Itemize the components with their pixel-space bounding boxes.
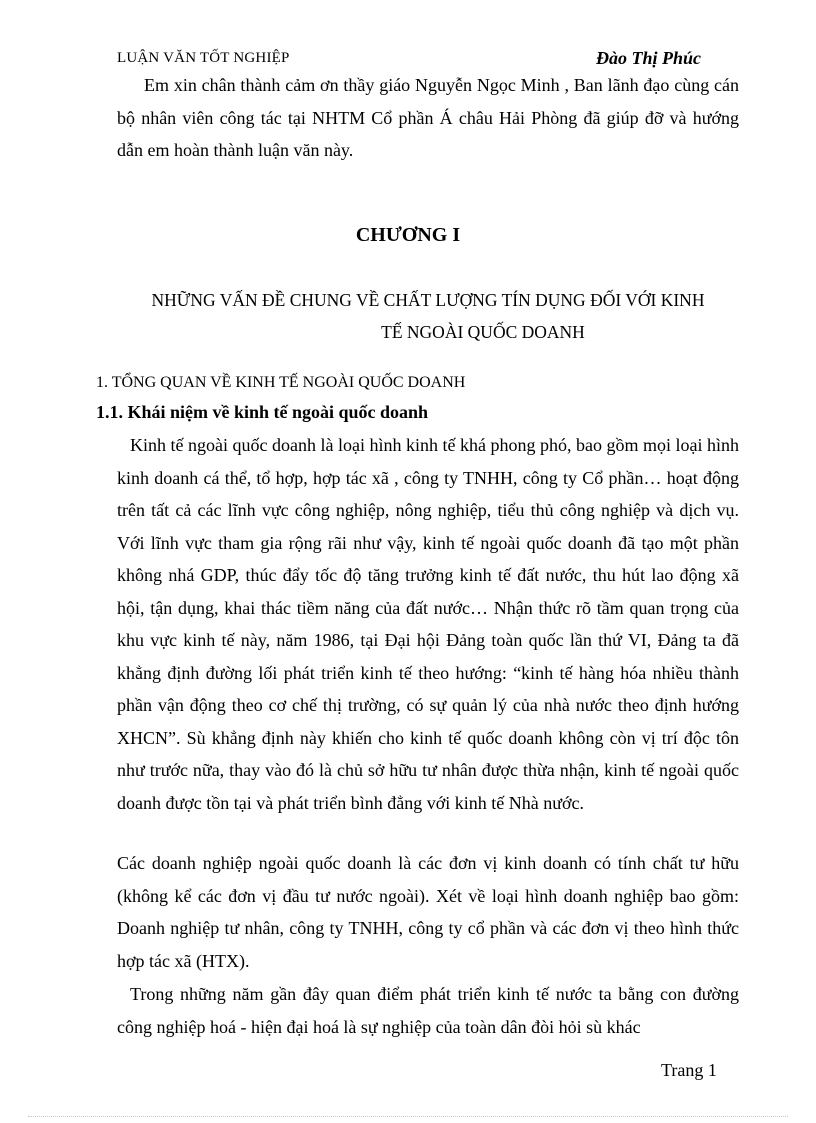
body-paragraph-3: Trong những năm gần đây quan điểm phát triển kinh tế nước ta bằng con đường công nghiệp hoá - hiện đại hoá là sự nghiệp của toàn dân đòi hỏi sù khác: [117, 984, 739, 1037]
running-header-title: LUẬN VĂN TỐT NGHIỆP: [117, 50, 290, 66]
page-number: Trang 1: [661, 1060, 717, 1080]
chapter-title: CHƯƠNG I: [355, 224, 461, 246]
acknowledgement-paragraph: Em xin chân thành cảm ơn thầy giáo Nguyễn Ngọc Minh , Ban lãnh đạo cùng cán bộ nhân viên công tác tại NHTM Cổ phần Á châu Hải Phòng đã giúp đỡ và hướng dẫn em hoàn thành luận văn này.: [117, 75, 739, 160]
chapter-subtitle-line-1: NHỮNG VẤN ĐỀ CHUNG VỀ CHẤT LƯỢNG TÍN DỤNG ĐỐI VỚI KINH: [151, 290, 705, 310]
body-paragraph-2: Các doanh nghiệp ngoài quốc doanh là các đơn vị kinh doanh có tính chất tư hữu (không kể các đơn vị đầu tư nước ngoài). Xét về loại hình doanh nghiệp bao gồm: Doanh nghiệp tư nhân, công ty TNHH, công ty cổ phần và các đơn vị theo hình thức hợp tác xã (HTX).: [117, 853, 739, 971]
section-heading-1-1: 1.1. Khái niệm về kinh tế ngoài quốc doanh: [96, 402, 429, 422]
page-bottom-divider: [28, 1116, 788, 1117]
section-heading-1: 1. TỔNG QUAN VỀ KINH TẾ NGOÀI QUỐC DOANH: [96, 374, 466, 391]
body-paragraph-1: Kinh tế ngoài quốc doanh là loại hình kinh tế khá phong phó, bao gồm mọi loại hình kinh doanh cá thể, tổ hợp, hợp tác xã , công ty TNHH, công ty Cổ phần… hoạt động trên tất cả các lĩnh vực công nghiệp, nông nghiệp, tiểu thủ công nghiệp và dịch vụ. Với lĩnh vực tham gia rộng rãi như vậy, kinh tế ngoài quốc doanh đã tạo một phần không nhá GDP, thúc đẩy tốc độ tăng trưởng kinh tế đất nước, thu hút lao động xã hội, tận dụng, khai thác tiềm năng của đất nước… Nhận thức rõ tầm quan trọng của khu vực kinh tế này, năm 1986, tại Đại hội Đảng toàn quốc lần thứ VI, Đảng ta đã khẳng định đường lối phát triển kinh tế theo hướng: “kinh tế hàng hóa nhiều thành phần vận động theo cơ chế thị trường, có sự quản lý của nhà nước theo định hướng XHCN”. Sù khẳng định này khiến cho kinh tế quốc doanh không còn vị trí độc tôn như trước nữa, thay vào đó là chủ sở hữu tư nhân được thừa nhận, kinh tế ngoài quốc doanh được tồn tại và phát triển bình đẳng với kinh tế Nhà nước.: [117, 435, 739, 813]
running-header-author: Đào Thị Phúc: [596, 48, 702, 68]
chapter-subtitle-line-2: TẾ NGOÀI QUỐC DOANH: [381, 322, 585, 342]
chapter-subtitle: [117, 284, 739, 348]
